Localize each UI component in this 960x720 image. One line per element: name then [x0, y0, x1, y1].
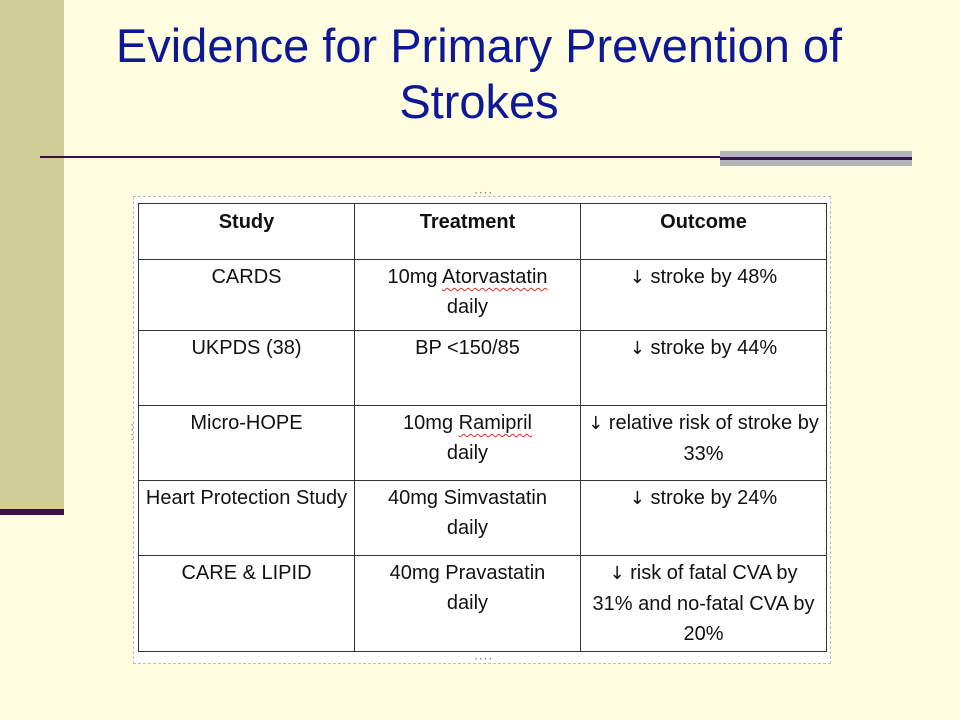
cell-study: UKPDS (38) [139, 331, 355, 406]
left-accent-rule [0, 509, 64, 515]
table-header-row [139, 204, 827, 260]
cell-treatment: 10mg Atorvastatin daily [355, 260, 581, 331]
down-arrow-icon: ↓ [629, 338, 645, 359]
cell-outcome: ↓ stroke by 24% [581, 481, 827, 556]
cell-outcome: ↓ relative risk of stroke by 33% [581, 406, 827, 481]
cell-treatment: BP <150/85 [355, 331, 581, 406]
slide-title: Evidence for Primary Prevention of Strokes [115, 19, 843, 128]
left-accent-bar [0, 0, 64, 512]
cell-treatment: 10mg Ramipril daily [355, 406, 581, 481]
title-divider-accent [720, 151, 912, 166]
resize-handle-icon[interactable]: ···· [474, 186, 494, 200]
cell-study: CARE & LIPID [139, 556, 355, 652]
cell-study: CARDS [139, 260, 355, 331]
table-row [139, 481, 827, 556]
resize-handle-icon[interactable]: ···· [125, 423, 139, 443]
header-treatment: Treatment [355, 204, 581, 260]
cell-treatment: 40mg Pravastatin daily [355, 556, 581, 652]
cell-outcome: ↓ risk of fatal CVA by 31% and no-fatal CVA by 20% [581, 556, 827, 652]
cell-study: Heart Protection Study [139, 481, 355, 556]
table-row [139, 406, 827, 481]
table-row [139, 556, 827, 652]
cell-treatment: 40mg Simvastatin daily [355, 481, 581, 556]
table-object[interactable] [125, 186, 831, 666]
table-row [139, 260, 827, 331]
down-arrow-icon: ↓ [629, 488, 645, 509]
down-arrow-icon: ↓ [588, 413, 604, 434]
resize-handle-icon[interactable]: ···· [474, 652, 494, 666]
evidence-table [138, 203, 827, 652]
cell-study: Micro-HOPE [139, 406, 355, 481]
header-study: Study [139, 204, 355, 260]
cell-outcome: ↓ stroke by 48% [581, 260, 827, 331]
down-arrow-icon: ↓ [609, 563, 625, 584]
header-outcome: Outcome [581, 204, 827, 260]
down-arrow-icon: ↓ [629, 267, 645, 288]
cell-outcome: ↓ stroke by 44% [581, 331, 827, 406]
table-row [139, 331, 827, 406]
